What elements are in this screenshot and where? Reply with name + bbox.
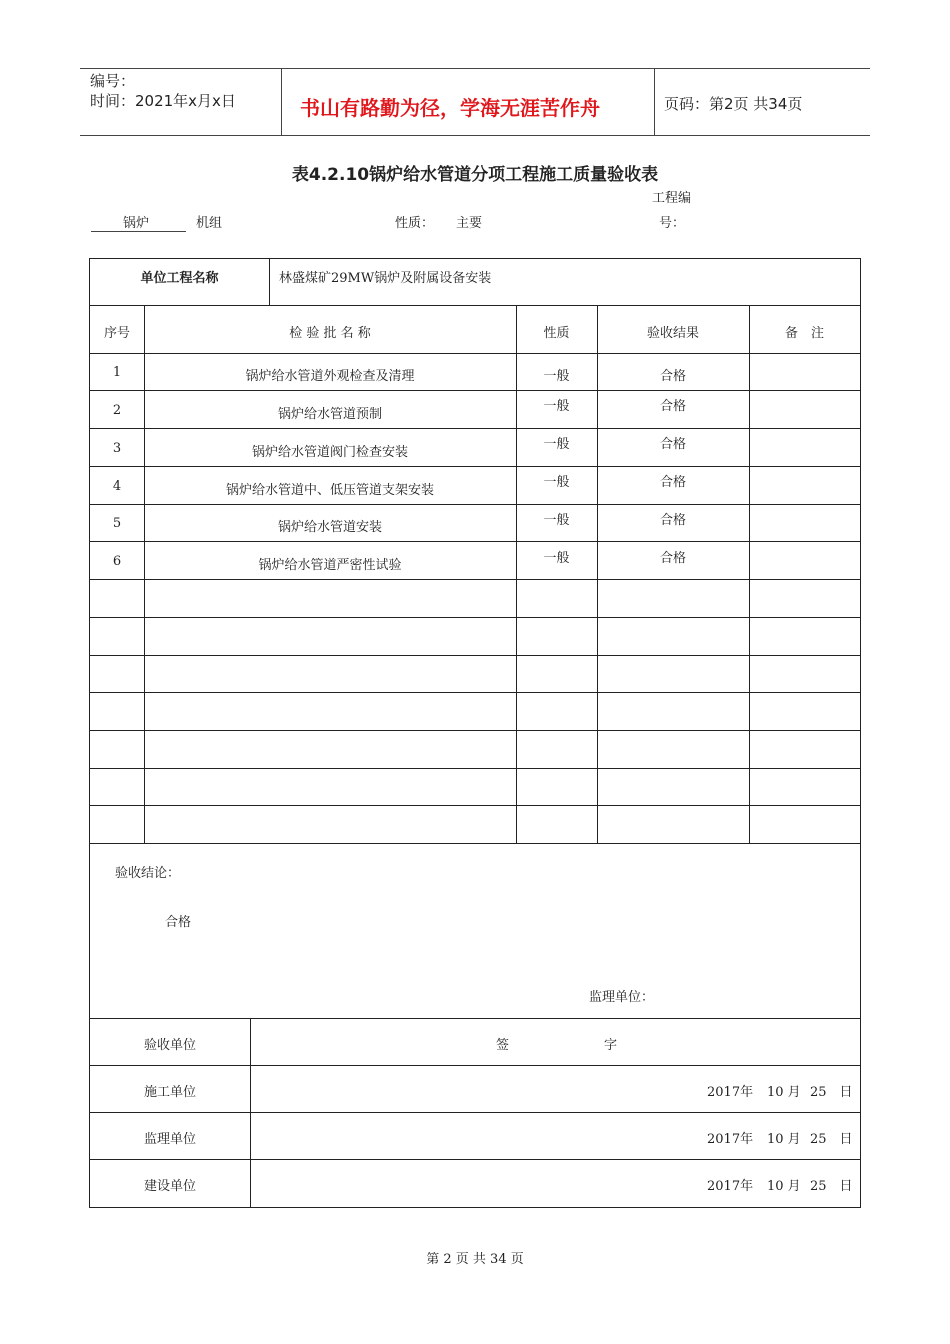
sign-header-sign-1: 签 bbox=[496, 1038, 510, 1053]
row-6-nature: 一般 bbox=[543, 551, 570, 566]
row-2-name: 锅炉给水管道预制 bbox=[277, 407, 382, 422]
unit-project-value: 林盛煤矿29MW锅炉及附属设备安装 bbox=[279, 271, 492, 286]
rule-row-3 bbox=[90, 466, 860, 467]
col-divider-name bbox=[516, 305, 517, 843]
row-3-result: 合格 bbox=[659, 437, 686, 452]
row-1-name: 锅炉给水管道外观检查及清理 bbox=[245, 369, 415, 384]
header-top-rule bbox=[80, 68, 870, 69]
row-6-result: 合格 bbox=[659, 551, 686, 566]
row-6-seq: 6 bbox=[112, 554, 122, 569]
rule-empty-5 bbox=[90, 768, 860, 769]
rule-col-header bbox=[90, 353, 860, 354]
rule-sign-row-1 bbox=[90, 1112, 860, 1113]
row-4-name: 锅炉给水管道中、低压管道支架安装 bbox=[225, 483, 434, 498]
row-2-seq: 2 bbox=[112, 403, 122, 418]
sign-row-3-day: 25 日 bbox=[810, 1179, 853, 1194]
meta-nature-label: 性质： bbox=[395, 216, 435, 231]
meta-project-no-label-2: 号： bbox=[659, 216, 686, 231]
header-number-label: 编号： bbox=[90, 72, 136, 90]
row-1-seq: 1 bbox=[112, 365, 122, 380]
col-nature-header: 性质 bbox=[543, 326, 570, 341]
rule-empty-3 bbox=[90, 692, 860, 693]
page-title: 表4.2.10锅炉给水管道分项工程施工质量验收表 bbox=[291, 165, 659, 185]
rule-empty-6 bbox=[90, 805, 860, 806]
sign-row-2-year: 2017年 bbox=[707, 1132, 754, 1147]
sign-header-sign-2: 字 bbox=[604, 1038, 618, 1053]
header-page-info: 页码：第2页 共34页 bbox=[664, 95, 803, 113]
row-5-result: 合格 bbox=[659, 513, 686, 528]
col-remark-header: 备 注 bbox=[784, 326, 824, 341]
row-1-result: 合格 bbox=[659, 369, 686, 384]
conclusion-value: 合格 bbox=[165, 915, 192, 930]
rule-row-4 bbox=[90, 504, 860, 505]
row-3-name: 锅炉给水管道阀门检查安装 bbox=[251, 445, 408, 460]
rule-row-5 bbox=[90, 541, 860, 542]
rule-row-2 bbox=[90, 428, 860, 429]
row-1-nature: 一般 bbox=[543, 369, 570, 384]
row-3-nature: 一般 bbox=[543, 437, 570, 452]
sign-row-3-year: 2017年 bbox=[707, 1179, 754, 1194]
rule-sign-row-2 bbox=[90, 1159, 860, 1160]
meta-nature-value: 主要 bbox=[456, 216, 483, 231]
rule-empty-2 bbox=[90, 655, 860, 656]
header-motto: 书山有路勤为径，学海无涯苦作舟 bbox=[300, 96, 600, 120]
sign-header-unit: 验收单位 bbox=[143, 1038, 196, 1053]
row-6-name: 锅炉给水管道严密性试验 bbox=[258, 558, 402, 573]
rule-empty-7 bbox=[90, 843, 860, 844]
unit-project-divider bbox=[269, 259, 270, 305]
sign-row-3-unit: 建设单位 bbox=[143, 1179, 196, 1194]
header-bottom-rule bbox=[80, 135, 870, 136]
meta-unit-suffix: 机组 bbox=[196, 216, 223, 231]
row-4-seq: 4 bbox=[112, 479, 122, 494]
col-seq-header: 序号 bbox=[103, 326, 130, 341]
row-5-seq: 5 bbox=[112, 516, 122, 531]
header-time-label: 时间：2021年x月x日 bbox=[90, 92, 236, 110]
sign-row-1-year: 2017年 bbox=[707, 1085, 754, 1100]
sign-row-1-month: 10 月 bbox=[767, 1085, 801, 1100]
col-result-header: 验收结果 bbox=[646, 326, 699, 341]
col-name-header: 检 验 批 名 称 bbox=[289, 326, 371, 341]
header-divider-1 bbox=[281, 68, 282, 136]
sign-row-1-unit: 施工单位 bbox=[143, 1085, 196, 1100]
row-2-nature: 一般 bbox=[543, 399, 570, 414]
row-4-nature: 一般 bbox=[543, 475, 570, 490]
col-divider-seq bbox=[144, 305, 145, 843]
col-divider-result bbox=[749, 305, 750, 843]
conclusion-label: 验收结论： bbox=[115, 866, 181, 881]
acceptance-form bbox=[89, 258, 861, 1208]
row-5-name: 锅炉给水管道安装 bbox=[277, 520, 382, 535]
rule-empty-4 bbox=[90, 730, 860, 731]
supervisor-label: 监理单位： bbox=[589, 990, 655, 1005]
rule-row-6 bbox=[90, 579, 860, 580]
page-footer: 第 2 页 共 34 页 bbox=[426, 1252, 524, 1267]
row-3-seq: 3 bbox=[112, 441, 122, 456]
rule-empty-1 bbox=[90, 617, 860, 618]
sign-row-2-unit: 监理单位 bbox=[143, 1132, 196, 1147]
row-4-result: 合格 bbox=[659, 475, 686, 490]
row-5-nature: 一般 bbox=[543, 513, 570, 528]
sign-row-2-day: 25 日 bbox=[810, 1132, 853, 1147]
rule-unit-project bbox=[90, 305, 860, 306]
rule-sign-header bbox=[90, 1065, 860, 1066]
row-2-result: 合格 bbox=[659, 399, 686, 414]
meta-unit: 锅炉 bbox=[123, 216, 150, 231]
rule-row-1 bbox=[90, 390, 860, 391]
header-divider-2 bbox=[654, 68, 655, 136]
sign-row-3-month: 10 月 bbox=[767, 1179, 801, 1194]
col-divider-nature bbox=[597, 305, 598, 843]
unit-project-label: 单位工程名称 bbox=[140, 271, 219, 286]
meta-project-no-label-1: 工程编 bbox=[652, 191, 692, 206]
meta-unit-underline bbox=[91, 231, 186, 232]
rule-conclusion bbox=[90, 1018, 860, 1019]
sign-row-2-month: 10 月 bbox=[767, 1132, 801, 1147]
sign-row-1-day: 25 日 bbox=[810, 1085, 853, 1100]
